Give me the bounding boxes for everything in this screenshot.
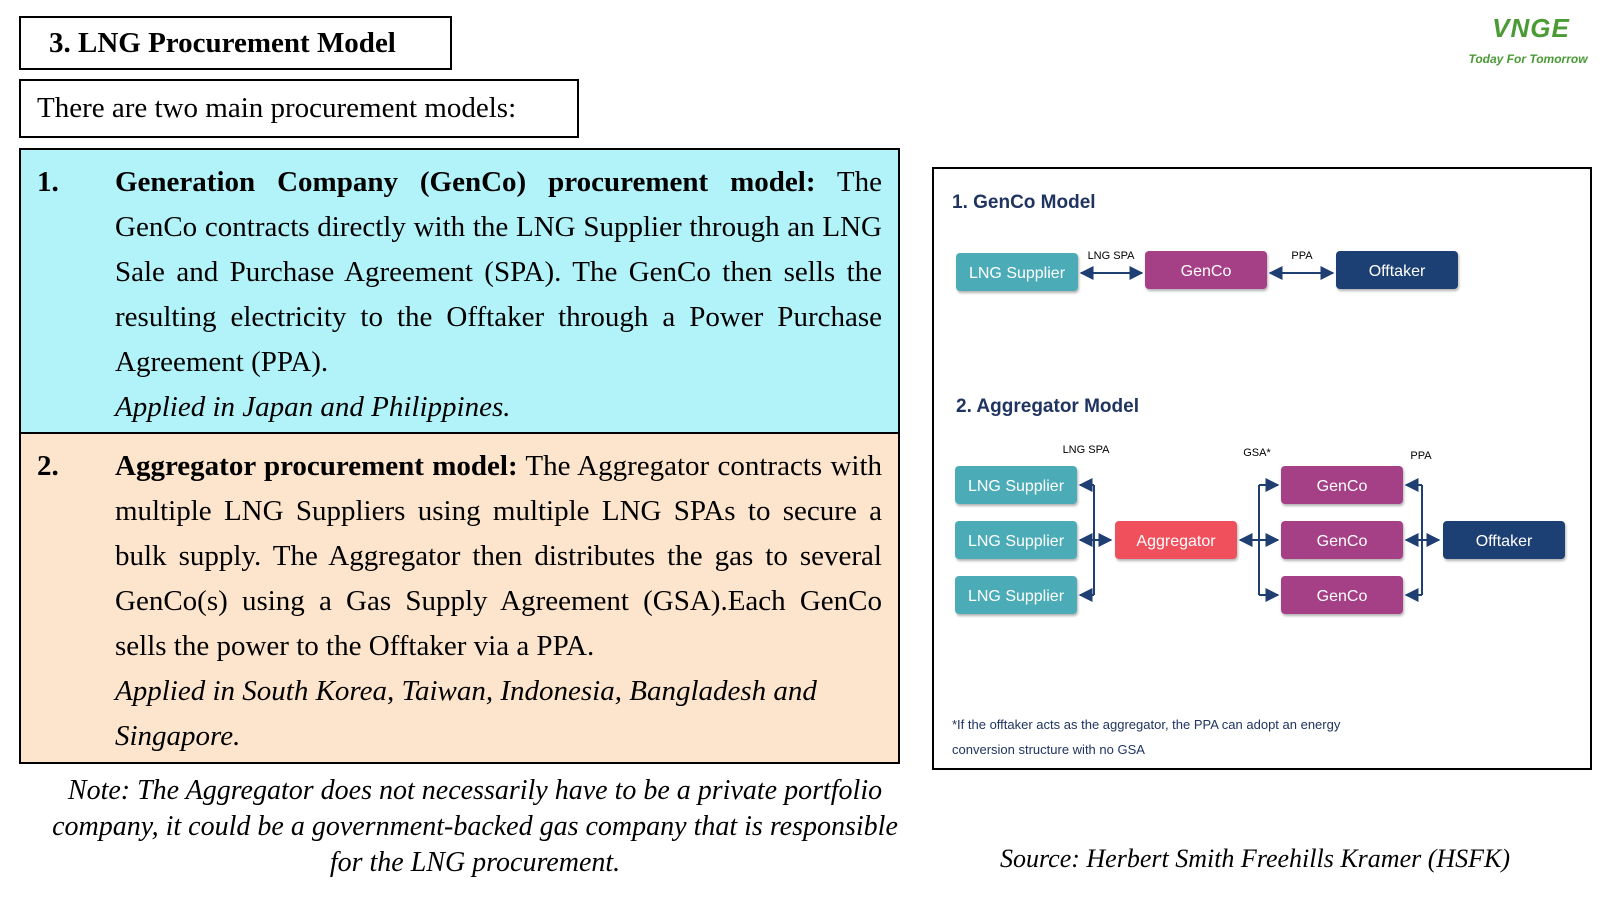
offtaker-label: Offtaker — [1368, 263, 1426, 280]
diagram-footnote-line2: conversion structure with no GSA — [952, 742, 1145, 757]
model-number: 2. — [37, 450, 59, 482]
logo-tagline: Today For Tomorrow — [1468, 52, 1588, 66]
agg-genco-label: GenCo — [1316, 588, 1368, 605]
aggregator-model-box — [19, 432, 900, 764]
agg-genco-label: GenCo — [1316, 533, 1368, 550]
model-body: The Aggregator contracts with multiple LNG Suppliers using multiple LNG SPAs to secure a bulk supply. The Aggregator then distributes the gas to several GenCo(s) using a Gas Supply Agreement (GSA).Each GenCo sells the power to the Offtaker via a PPA. — [115, 450, 882, 662]
model-body: The GenCo contracts directly with the LNG Supplier through an LNG Sale and Purchase Agreement (SPA). The GenCo then sells the resulting electricity to the Offtaker through a Power Purchase Agreement (PPA). — [115, 166, 882, 378]
logo-mark: VNGE — [1492, 13, 1570, 43]
aggregator-model-flow — [955, 444, 1565, 614]
agg-spa-label: LNG SPA — [1062, 444, 1110, 456]
diagram-footnote-line1: *If the offtaker acts as the aggregator, the PPA can adopt an energy — [952, 717, 1341, 732]
ppa-label: PPA — [1291, 250, 1313, 262]
agg-supplier-label: LNG Supplier — [967, 588, 1065, 605]
page-title: 3. LNG Procurement Model — [19, 16, 452, 70]
lng-supplier-label: LNG Supplier — [968, 265, 1066, 282]
agg-ppa-label: PPA — [1410, 450, 1432, 462]
model-applied: Applied in Japan and Philippines. — [115, 391, 511, 423]
agg-supplier-label: LNG Supplier — [967, 478, 1065, 495]
model-applied: Applied in South Korea, Taiwan, Indonesia, Bangladesh and Singapore. — [115, 675, 817, 752]
agg-offtaker-label: Offtaker — [1475, 533, 1533, 550]
model-heading: Generation Company (GenCo) procurement model: — [115, 166, 816, 198]
genco-label: GenCo — [1180, 263, 1232, 280]
model-number: 1. — [37, 166, 59, 198]
intro-text: There are two main procurement models: — [19, 79, 579, 138]
model-heading: Aggregator procurement model: — [115, 450, 518, 482]
agg-genco-label: GenCo — [1316, 478, 1368, 495]
diagram-canvas — [934, 169, 1590, 768]
aggregator-label: Aggregator — [1136, 533, 1216, 550]
aggregator-model-title: 2. Aggregator Model — [956, 396, 1139, 417]
procurement-diagram — [932, 167, 1592, 770]
genco-model-flow — [956, 250, 1458, 291]
genco-model-title: 1. GenCo Model — [952, 192, 1096, 213]
genco-model-box — [19, 148, 900, 434]
gsa-label: GSA* — [1243, 447, 1271, 459]
note-text: Note: The Aggregator does not necessarily have to be a private portfolio company, it could be a government-backed gas company that is responsible for the LNG procurement. — [52, 775, 898, 878]
company-logo — [1440, 4, 1600, 76]
agg-supplier-label: LNG Supplier — [967, 533, 1065, 550]
spa-label: LNG SPA — [1087, 250, 1135, 262]
source-text: Source: Herbert Smith Freehills Kramer (HSFK) — [1000, 844, 1511, 873]
